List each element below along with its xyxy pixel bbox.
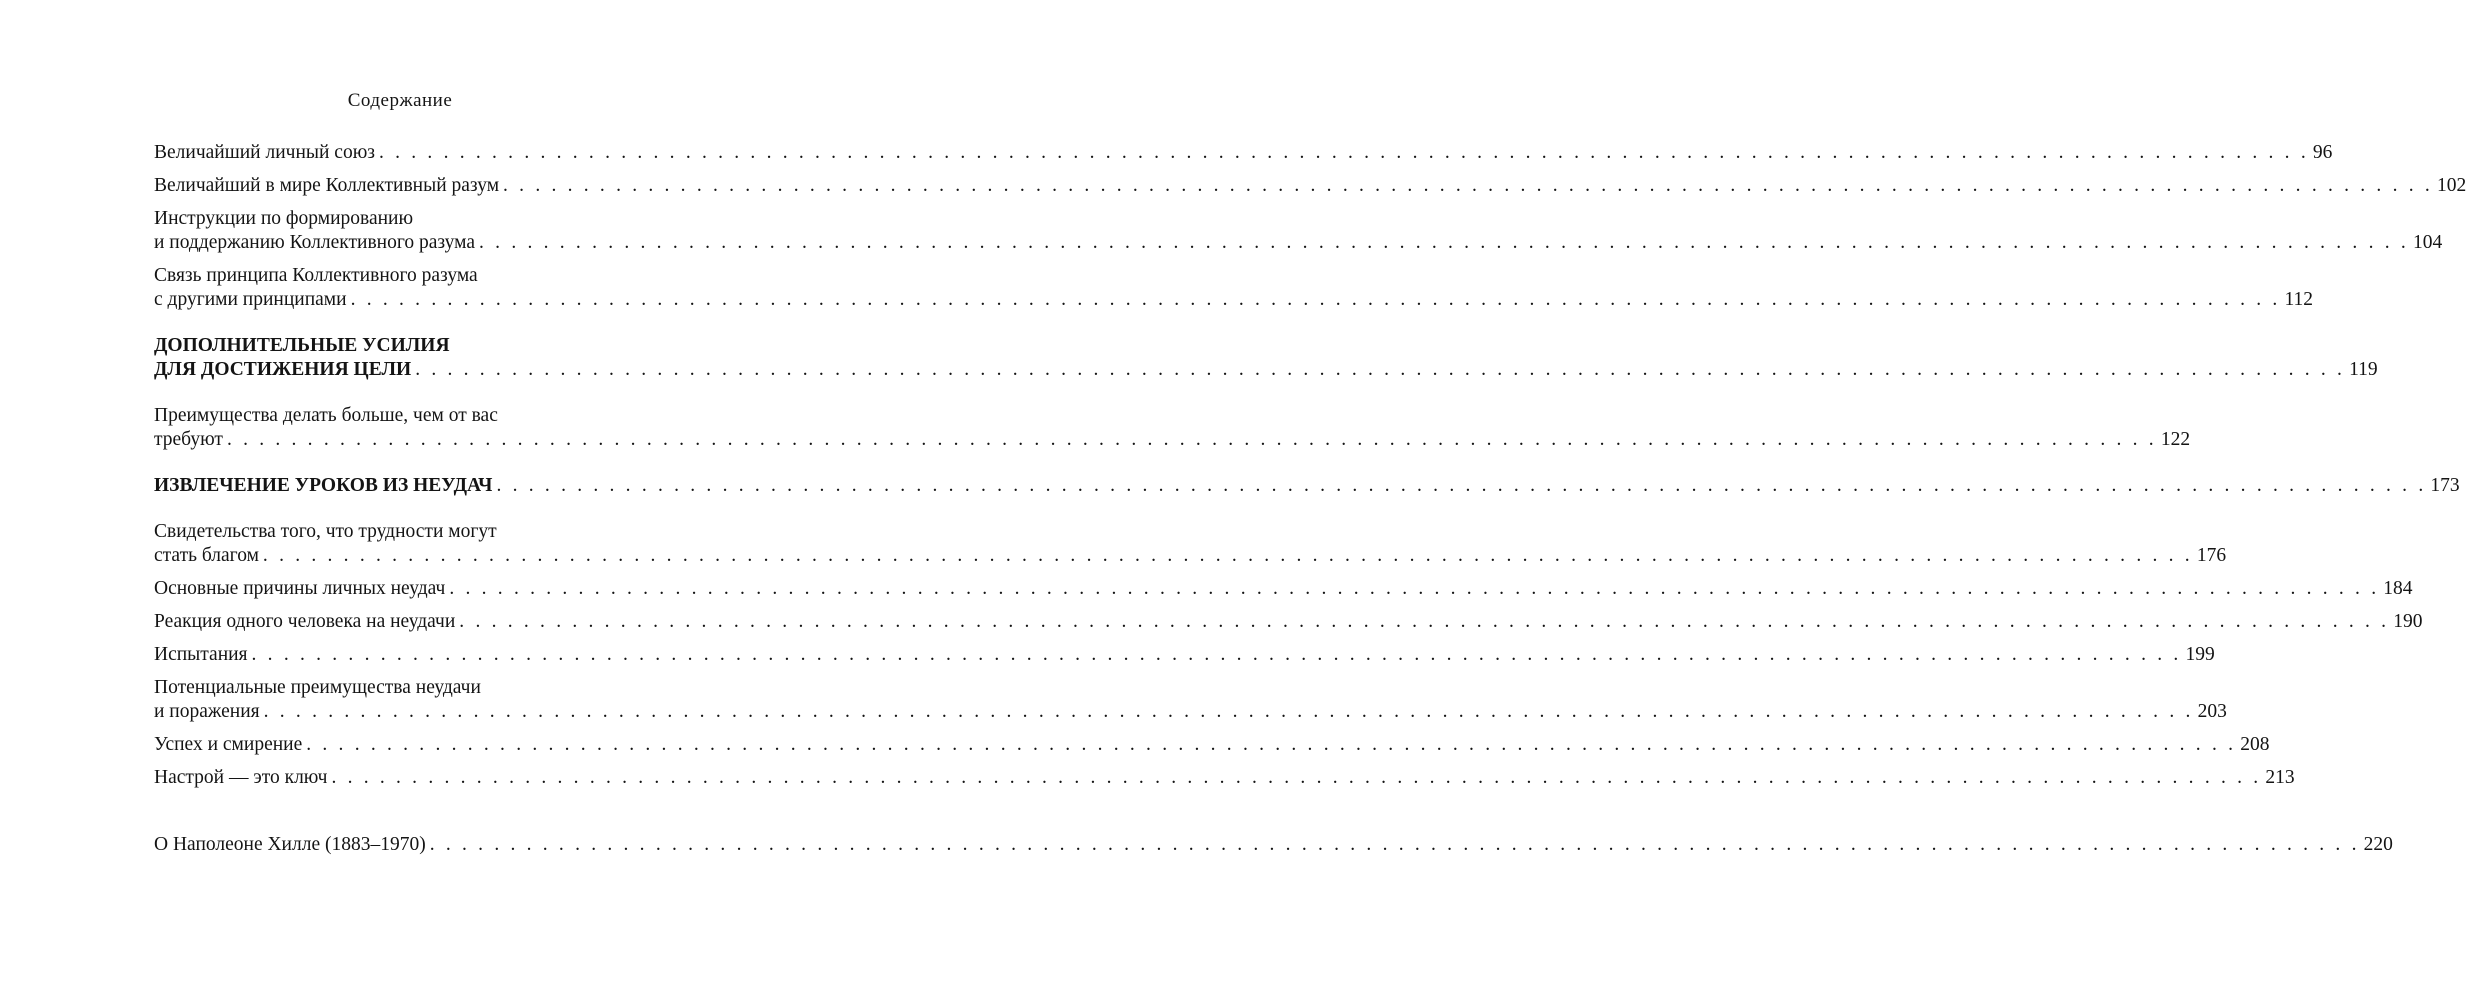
toc-entry-row [154,766,2295,790]
toc-page-number: 203 [2197,701,2227,722]
dot-leader: . . . . . . . . . . . . . . . . . . . . . . . . . . . . . . . . . . . . . . . . . . . . . . . . . . . . . . . . . . . . . . . . . . . . . . . . . . . . . . . . . . . . . . . . . . . . . . . . . . . . . . . . . . . . . . . . . . . . . . . . [378,142,2309,163]
toc-entry-row [154,428,2191,452]
toc-entry-title-line: Реакция одного человека на неудачи [154,611,456,632]
toc-entry-title-line: Связь принципа Коллективного разума [154,265,478,286]
toc-entry-title-line: Основные причины личных неудач [154,578,446,599]
toc-entry-title-line: Успех и смирение [154,734,303,755]
toc-entry[interactable] [154,643,2215,667]
toc-page-number: 208 [2240,734,2270,755]
toc-entry-title-line: Испытания [154,644,248,665]
toc-page-number: 96 [2312,142,2333,163]
dot-leader: . . . . . . . . . . . . . . . . . . . . . . . . . . . . . . . . . . . . . . . . . . . . . . . . . . . . . . . . . . . . . . . . . . . . . . . . . . . . . . . . . . . . . . . . . . . . . . . . . . . . . . . . . . . . . . . . . . . . . . . . [496,475,2427,496]
toc-entry[interactable] [154,141,2333,165]
toc-entry-title-line: ИЗВЛЕЧЕНИЕ УРОКОВ ИЗ НЕУДАЧ [154,475,493,496]
toc-entry-title-line: стать благом [154,545,259,566]
dot-leader: . . . . . . . . . . . . . . . . . . . . . . . . . . . . . . . . . . . . . . . . . . . . . . . . . . . . . . . . . . . . . . . . . . . . . . . . . . . . . . . . . . . . . . . . . . . . . . . . . . . . . . . . . . . . . . . . . . . . . . . . [459,611,2390,632]
dot-leader: . . . . . . . . . . . . . . . . . . . . . . . . . . . . . . . . . . . . . . . . . . . . . . . . . . . . . . . . . . . . . . . . . . . . . . . . . . . . . . . . . . . . . . . . . . . . . . . . . . . . . . . . . . . . . . . . . . . . . . . . [350,289,2281,310]
toc-entry[interactable] [154,474,2460,498]
toc-entry-title-line: и поддержанию Коллективного разума [154,232,476,253]
toc-entry-title-line: и поражения [154,701,260,722]
toc-entry-row [154,288,2314,312]
toc-entry-title-line: Потенциальные преимущества неудачи [154,677,481,698]
toc-entry-row [154,544,2227,568]
dot-leader: . . . . . . . . . . . . . . . . . . . . . . . . . . . . . . . . . . . . . . . . . . . . . . . . . . . . . . . . . . . . . . . . . . . . . . . . . . . . . . . . . . . . . . . . . . . . . . . . . . . . . . . . . . . . . . . . . . . . . . . . [331,767,2262,788]
toc-entry-title-line: Свидетельства того, что трудности могут [154,521,497,542]
toc-entry-title-line: Величайший в мире Коллективный разум [154,175,500,196]
toc-entry[interactable] [154,733,2270,757]
toc-entry-title-line: Инструкции по формированию [154,208,414,229]
toc-page-number: 199 [2185,644,2215,665]
dot-leader: . . . . . . . . . . . . . . . . . . . . . . . . . . . . . . . . . . . . . . . . . . . . . . . . . . . . . . . . . . . . . . . . . . . . . . . . . . . . . . . . . . . . . . . . . . . . . . . . . . . . . . . . . . . . . . . . . . . . . . . . [503,175,2433,196]
dot-leader: . . . . . . . . . . . . . . . . . . . . . . . . . . . . . . . . . . . . . . . . . . . . . . . . . . . . . . . . . . . . . . . . . . . . . . . . . . . . . . . . . . . . . . . . . . . . . . . . . . . . . . . . . . . . . . . . . . . . . . . . [263,701,2194,722]
toc-entry[interactable] [154,766,2295,790]
toc-page-number: 112 [2284,289,2314,310]
toc-entry[interactable] [154,174,2466,198]
dot-leader: . . . . . . . . . . . . . . . . . . . . . . . . . . . . . . . . . . . . . . . . . . . . . . . . . . . . . . . . . . . . . . . . . . . . . . . . . . . . . . . . . . . . . . . . . . . . . . . . . . . . . . . . . . . . . . . . . . . . . . . . [449,578,2380,599]
dot-leader: . . . . . . . . . . . . . . . . . . . . . . . . . . . . . . . . . . . . . . . . . . . . . . . . . . . . . . . . . . . . . . . . . . . . . . . . . . . . . . . . . . . . . . . . . . . . . . . . . . . . . . . . . . . . . . . . . . . . . . . . [262,545,2193,566]
toc-entry-title-line: с другими принципами [154,289,347,310]
page-title: Содержание [347,90,453,111]
toc-entry-title-line: О Наполеоне Хилле (1883–1970) [154,834,426,855]
toc-entry-title-line: требуют [154,429,223,450]
toc-entry[interactable] [154,264,2314,312]
toc-entry-row [154,733,2270,757]
toc-entry-row [154,474,2460,498]
dot-leader: . . . . . . . . . . . . . . . . . . . . . . . . . . . . . . . . . . . . . . . . . . . . . . . . . . . . . . . . . . . . . . . . . . . . . . . . . . . . . . . . . . . . . . . . . . . . . . . . . . . . . . . . . . . . . . . . . . . . . . . . [429,834,2360,855]
table-of-contents [154,141,2466,857]
toc-entry-title-line: Преимущества делать больше, чем от вас [154,405,498,426]
toc-page-number: 119 [2349,359,2378,380]
toc-entry[interactable] [154,833,2393,857]
toc-page-number: 220 [2363,834,2393,855]
toc-entry[interactable] [154,404,2191,452]
toc-page-number: 102 [2436,175,2466,196]
toc-page-number: 213 [2265,767,2295,788]
dot-leader: . . . . . . . . . . . . . . . . . . . . . . . . . . . . . . . . . . . . . . . . . . . . . . . . . . . . . . . . . . . . . . . . . . . . . . . . . . . . . . . . . . . . . . . . . . . . . . . . . . . . . . . . . . . . . . . . . . . . . . . . [251,644,2182,665]
toc-entry-row [154,174,2466,198]
toc-entry-row [154,141,2333,165]
toc-entry-title-line: Величайший личный союз [154,142,375,163]
dot-leader: . . . . . . . . . . . . . . . . . . . . . . . . . . . . . . . . . . . . . . . . . . . . . . . . . . . . . . . . . . . . . . . . . . . . . . . . . . . . . . . . . . . . . . . . . . . . . . . . . . . . . . . . . . . . . . . . . . . . . . . . [226,429,2157,450]
toc-page-number: 176 [2196,545,2227,566]
toc-page-number: 190 [2393,611,2423,632]
toc-page-number: 104 [2412,232,2443,253]
dot-leader: . . . . . . . . . . . . . . . . . . . . . . . . . . . . . . . . . . . . . . . . . . . . . . . . . . . . . . . . . . . . . . . . . . . . . . . . . . . . . . . . . . . . . . . . . . . . . . . . . . . . . . . . . . . . . . . . . . . . . . . . [415,359,2346,380]
toc-entry-row [154,833,2393,857]
toc-entry-row [154,700,2227,724]
toc-entry-row [154,231,2443,255]
toc-entry-row [154,643,2215,667]
toc-entry[interactable] [154,334,2378,382]
dot-leader: . . . . . . . . . . . . . . . . . . . . . . . . . . . . . . . . . . . . . . . . . . . . . . . . . . . . . . . . . . . . . . . . . . . . . . . . . . . . . . . . . . . . . . . . . . . . . . . . . . . . . . . . . . . . . . . . . . . . . . . . [479,232,2409,253]
toc-entry-title-line: ДОПОЛНИТЕЛЬНЫЕ УСИЛИЯ [154,335,450,356]
toc-entry[interactable] [154,676,2227,724]
toc-entry-row [154,610,2423,634]
toc-entry[interactable] [154,520,2227,568]
toc-entry-title-line: Настрой — это ключ [154,767,328,788]
toc-page-number: 184 [2383,578,2413,599]
toc-entry-row [154,358,2378,382]
toc-entry-row [154,577,2413,601]
toc-entry[interactable] [154,610,2423,634]
toc-entry[interactable] [154,577,2413,601]
toc-page-number: 122 [2160,429,2191,450]
toc-entry-title-line: ДЛЯ ДОСТИЖЕНИЯ ЦЕЛИ [154,359,412,380]
toc-page-number: 173 [2430,475,2460,496]
dot-leader: . . . . . . . . . . . . . . . . . . . . . . . . . . . . . . . . . . . . . . . . . . . . . . . . . . . . . . . . . . . . . . . . . . . . . . . . . . . . . . . . . . . . . . . . . . . . . . . . . . . . . . . . . . . . . . . . . . . . . . . . [306,734,2237,755]
toc-entry[interactable] [154,207,2443,255]
